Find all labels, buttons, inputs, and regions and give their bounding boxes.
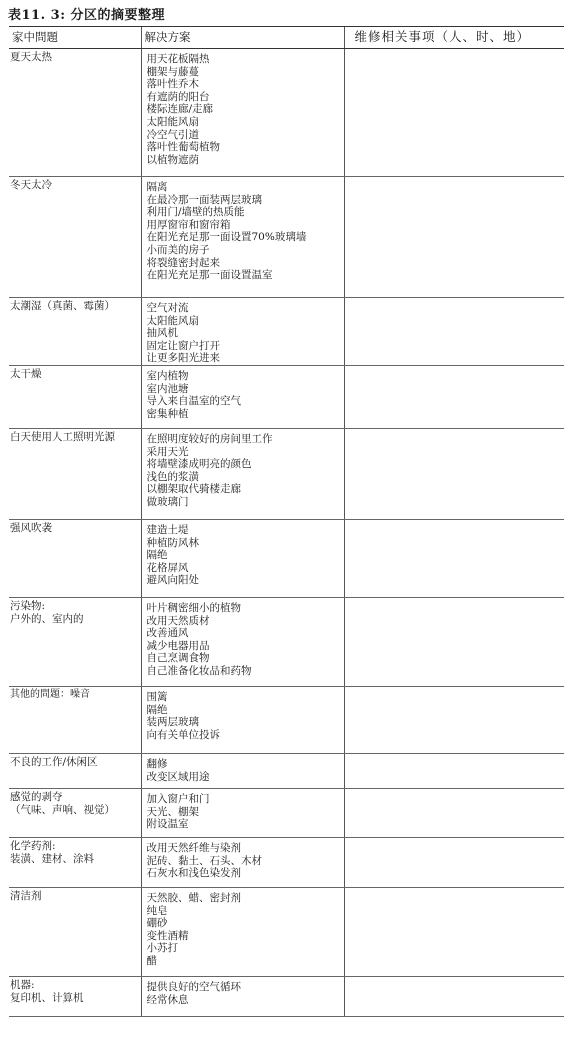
- solutions-cell: [141, 519, 344, 597]
- table-row: [9, 49, 564, 177]
- solution-item: 改用天然纤维与染剂: [146, 841, 241, 854]
- solution-item: 加入窗户和门: [146, 792, 210, 805]
- solution-item: 以植物遮荫: [146, 153, 199, 166]
- solution-item: 采用天光: [146, 445, 189, 458]
- table-row: [9, 788, 564, 837]
- problem-text: 化学药剂:: [10, 839, 56, 852]
- solution-item: 楼际连廊/走廊: [146, 103, 214, 116]
- solutions-cell: [141, 177, 344, 298]
- solution-item: 减少电器用品: [146, 639, 210, 652]
- table-row: [9, 976, 564, 1016]
- solution-item: 附设温室: [146, 818, 189, 831]
- problem-cell: [9, 976, 141, 1016]
- solution-item: 室内植物: [146, 369, 189, 382]
- solution-item: 天然胶、蜡、密封剂: [146, 891, 241, 904]
- solution-item: 在最冷那一面装两层玻璃: [146, 193, 262, 206]
- problem-cell: [9, 788, 141, 837]
- solution-item: 纯皂: [146, 904, 168, 917]
- solutions-cell: [141, 837, 344, 887]
- solution-item: 翻修: [146, 757, 168, 770]
- solution-item: 将墙壁漆成明亮的颜色: [146, 458, 252, 471]
- problem-text: 清洁剂: [10, 889, 42, 902]
- problem-text: 不良的工作/休闲区: [10, 755, 98, 768]
- problem-text: 感觉的剥夺: [10, 790, 63, 803]
- solution-item: 围篱: [146, 690, 168, 703]
- header-maintenance: 维修相关事项（人、时、地）: [344, 27, 564, 49]
- problem-cell: [9, 365, 141, 428]
- maintenance-cell[interactable]: [344, 976, 564, 1016]
- solution-item: 太阳能风扇: [146, 314, 199, 327]
- solution-item: 在阳光充足那一面设置温室: [146, 269, 273, 282]
- problem-text: 机器:: [10, 978, 35, 991]
- problem-text: 太干燥: [10, 367, 42, 380]
- maintenance-cell[interactable]: [344, 887, 564, 976]
- problem-text: 装潢、建材、涂料: [10, 852, 94, 865]
- solution-item: 装两层玻璃: [146, 716, 199, 729]
- maintenance-cell[interactable]: [344, 837, 564, 887]
- problem-cell: [9, 597, 141, 686]
- solution-item: 天光、棚架: [146, 805, 199, 818]
- maintenance-cell[interactable]: [344, 686, 564, 753]
- table-row: [9, 519, 564, 597]
- problem-cell: [9, 298, 141, 366]
- solutions-cell: [141, 788, 344, 837]
- solutions-cell: [141, 976, 344, 1016]
- maintenance-cell[interactable]: [344, 365, 564, 428]
- solution-item: 棚架与藤蔓: [146, 65, 199, 78]
- problem-cell: [9, 887, 141, 976]
- problem-text: 白天使用人工照明光源: [10, 430, 115, 443]
- header-row: [9, 27, 564, 49]
- solutions-cell: [141, 686, 344, 753]
- solution-item: 固定让窗户打开: [146, 339, 220, 352]
- solution-item: 醋: [146, 954, 157, 967]
- solution-item: 利用门/墙壁的热质能: [146, 206, 245, 219]
- solutions-cell: [141, 365, 344, 428]
- table-row: [9, 753, 564, 788]
- maintenance-cell[interactable]: [344, 788, 564, 837]
- table-row: [9, 837, 564, 887]
- solution-item: 太阳能风扇: [146, 115, 199, 128]
- solutions-cell: [141, 49, 344, 177]
- problem-cell: [9, 519, 141, 597]
- maintenance-cell[interactable]: [344, 428, 564, 519]
- solution-item: 小而美的房子: [146, 243, 210, 256]
- summary-table: [9, 26, 564, 1017]
- solution-item: 导入来自温室的空气: [146, 395, 241, 408]
- header-problem: 家中問題: [9, 27, 141, 49]
- solution-item: 室内池塘: [146, 382, 189, 395]
- problem-text: 夏天太热: [10, 51, 52, 63]
- solution-item: 落叶性乔木: [146, 78, 199, 91]
- problem-text: 强风吹袭: [10, 521, 52, 534]
- solution-item: 浅色的浆潢: [146, 470, 199, 483]
- solution-item: 抽风机: [146, 327, 178, 340]
- solution-item: 空气对流: [146, 302, 189, 314]
- problem-text: 其他的問題：噪音: [10, 688, 90, 700]
- table-row: [9, 428, 564, 519]
- table-row: [9, 177, 564, 298]
- problem-text: 户外的、室内的: [10, 612, 84, 625]
- table-row: [9, 887, 564, 976]
- table-row: [9, 597, 564, 686]
- maintenance-cell[interactable]: [344, 298, 564, 366]
- problem-cell: [9, 49, 141, 177]
- solutions-cell: [141, 753, 344, 788]
- solution-item: 避风向阳处: [146, 574, 199, 587]
- solution-item: 硼砂: [146, 917, 168, 930]
- table-row: [9, 686, 564, 753]
- solution-item: 用天花板隔热: [146, 53, 210, 65]
- solution-item: 以棚架取代骑楼走廊: [146, 483, 241, 496]
- problem-cell: [9, 686, 141, 753]
- problem-text: 污染物:: [10, 599, 46, 612]
- problem-cell: [9, 837, 141, 887]
- problem-cell: [9, 753, 141, 788]
- table-body: [9, 49, 564, 1017]
- solution-item: 经常休息: [146, 993, 189, 1006]
- solution-item: 隔绝: [146, 703, 168, 716]
- problem-text: 太潮湿（真菌、霉菌）: [10, 300, 115, 312]
- solutions-cell: [141, 887, 344, 976]
- solution-item: 在照明度较好的房间里工作: [146, 432, 273, 445]
- problem-text: 冬天太冷: [10, 179, 52, 191]
- solution-item: 叶片稠密细小的植物: [146, 601, 241, 614]
- solution-item: 变性酒精: [146, 929, 189, 942]
- table-row: [9, 365, 564, 428]
- solution-item: 自己烹调食物: [146, 652, 210, 665]
- solution-item: 将裂缝密封起来: [146, 256, 220, 269]
- solution-item: 小苏打: [146, 942, 178, 955]
- solution-item: 隔绝: [146, 549, 168, 562]
- solution-item: 用厚窗帘和窗帘箱: [146, 218, 231, 231]
- solution-item: 做玻璃门: [146, 495, 189, 508]
- problem-text: 复印机、计算机: [10, 991, 84, 1004]
- table-caption: 表11. 3: 分区的摘要整理: [8, 8, 166, 23]
- solution-item: 隔离: [146, 181, 168, 193]
- solution-item: 泥砖、黏土、石头、木材: [146, 854, 262, 867]
- maintenance-cell[interactable]: [344, 519, 564, 597]
- solution-item: 让更多阳光进来: [146, 352, 220, 365]
- solution-item: 冷空气引道: [146, 128, 199, 141]
- problem-cell: [9, 177, 141, 298]
- solution-item: 密集种植: [146, 407, 189, 420]
- solutions-cell: [141, 428, 344, 519]
- solutions-cell: [141, 597, 344, 686]
- problem-text: （气味、声响、视觉）: [10, 803, 115, 816]
- table-header: [9, 27, 564, 49]
- solution-item: 自己准备化妆品和药物: [146, 664, 252, 677]
- maintenance-cell[interactable]: [344, 177, 564, 298]
- maintenance-cell[interactable]: [344, 597, 564, 686]
- solution-item: 向有关单位投诉: [146, 728, 220, 741]
- solution-item: 种植防风林: [146, 536, 199, 549]
- solution-item: 有遮荫的阳台: [146, 90, 210, 103]
- solution-item: 改变区域用途: [146, 770, 210, 783]
- solution-item: 改用天然质材: [146, 614, 210, 627]
- solution-item: 石灰水和浅色染发剂: [146, 867, 241, 880]
- solution-item: 改善通风: [146, 627, 189, 640]
- table-row: [9, 298, 564, 366]
- solution-item: 在阳光充足那一面设置70%玻璃墙: [146, 231, 307, 244]
- maintenance-cell[interactable]: [344, 49, 564, 177]
- solutions-cell: [141, 298, 344, 366]
- solution-item: 花格屏风: [146, 561, 189, 574]
- header-solutions: 解决方案: [141, 27, 344, 49]
- problem-cell: [9, 428, 141, 519]
- maintenance-cell[interactable]: [344, 753, 564, 788]
- solution-item: 提供良好的空气循环: [146, 980, 241, 993]
- solution-item: 建造土堤: [146, 523, 189, 536]
- solution-item: 落叶性葡萄植物: [146, 141, 220, 154]
